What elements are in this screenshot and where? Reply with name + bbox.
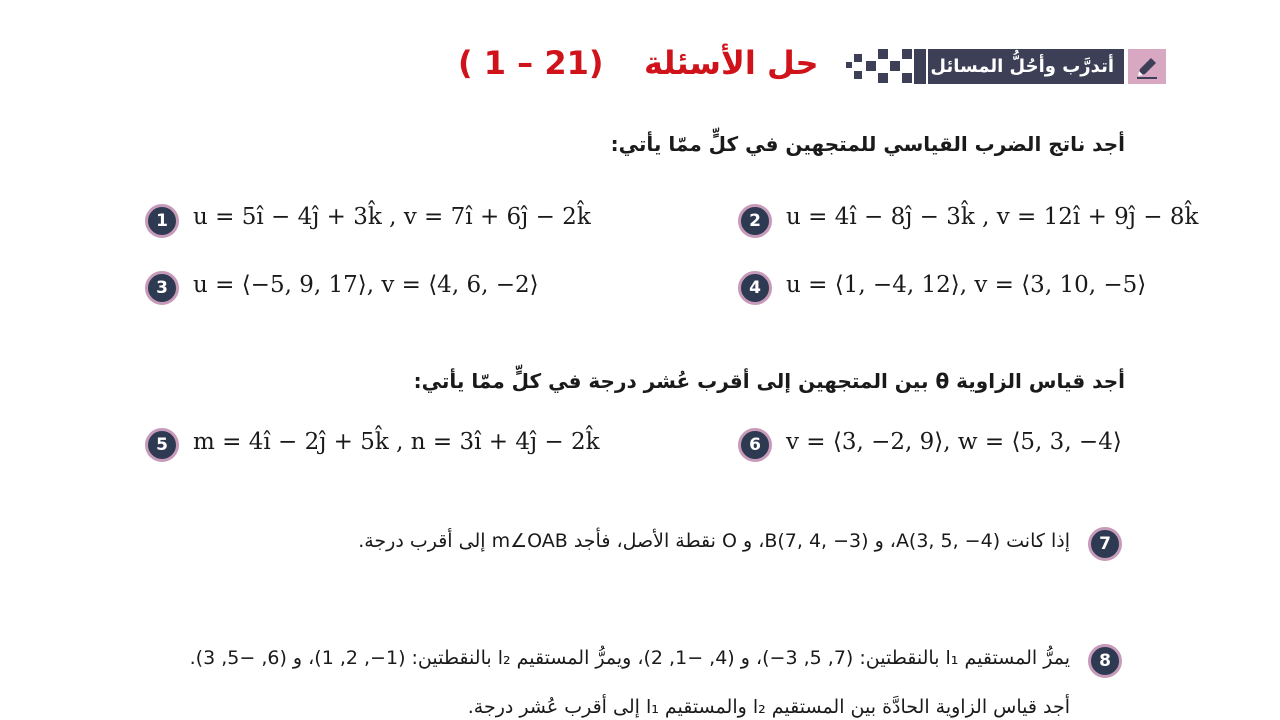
problem-2-expr: [786, 204, 1198, 230]
problem-number-7: 7: [1088, 527, 1122, 561]
problem-3-text: u = ⟨−5, 9, 17⟩, v = ⟨4, 6, −2⟩: [193, 272, 539, 298]
question-range: ( 1 – 21): [458, 44, 604, 82]
problem-number-3: 3: [145, 271, 179, 305]
section-badge: أتدرَّب وأحُلُّ المسائل: [928, 49, 1124, 84]
problem-number-6: 6: [738, 428, 772, 462]
problem-2-text: u = 4î − 8ĵ − 3k̂ , v = 12î + 9ĵ − 8k̂: [786, 204, 1199, 230]
problem-number-8: 8: [1088, 644, 1122, 678]
problem-6-expr: [786, 429, 1122, 455]
pencil-icon: [1128, 49, 1166, 84]
problem-5-expr: [193, 429, 600, 455]
section1-instruction: أجد ناتج الضرب القياسي للمتجهين في كلٍّ ممّا يأتي:: [610, 132, 1125, 156]
problem-5-text: m = 4î − 2ĵ + 5k̂ , n = 3î + 4ĵ − 2k̂: [193, 429, 600, 455]
problem-1-expr: [193, 204, 591, 230]
problem-1-text: u = 5î − 4ĵ + 3k̂ , v = 7î + 6ĵ − 2k̂: [193, 204, 591, 230]
page-title: حل الأسئلة: [644, 44, 819, 82]
problem-number-1: 1: [145, 204, 179, 238]
problem-6-text: v = ⟨3, −2, 9⟩, w = ⟨5, 3, −4⟩: [786, 429, 1122, 455]
checker-pattern: [846, 49, 926, 84]
problem-8-line2: أجد قياس الزاوية الحادَّة بين المستقيم l₂ والمستقيم l₁ إلى أقرب عُشر درجة.: [467, 696, 1070, 718]
problem-8-line1: يمرُّ المستقيم l₁ بالنقطتين: (7, 5, 3−)، و (4, −1, 2)، ويمرُّ المستقيم l₂ بالنقطتين: (1−, 2, 1)، و (6, −5, 3).: [189, 647, 1070, 669]
problem-3-expr: [193, 272, 539, 298]
problem-4-expr: [786, 272, 1146, 298]
problem-number-5: 5: [145, 428, 179, 462]
problem-number-4: 4: [738, 271, 772, 305]
section2-instruction: أجد قياس الزاوية θ بين المتجهين إلى أقرب عُشر درجة في كلٍّ ممّا يأتي:: [413, 369, 1125, 393]
problem-7-text: إذا كانت A(3, 5, −4)، و B(7, 4, −3)، و O نقطة الأصل، فأجد m∠OAB إلى أقرب درجة.: [358, 530, 1070, 552]
problem-4-text: u = ⟨1, −4, 12⟩, v = ⟨3, 10, −5⟩: [786, 272, 1147, 298]
problem-number-2: 2: [738, 204, 772, 238]
